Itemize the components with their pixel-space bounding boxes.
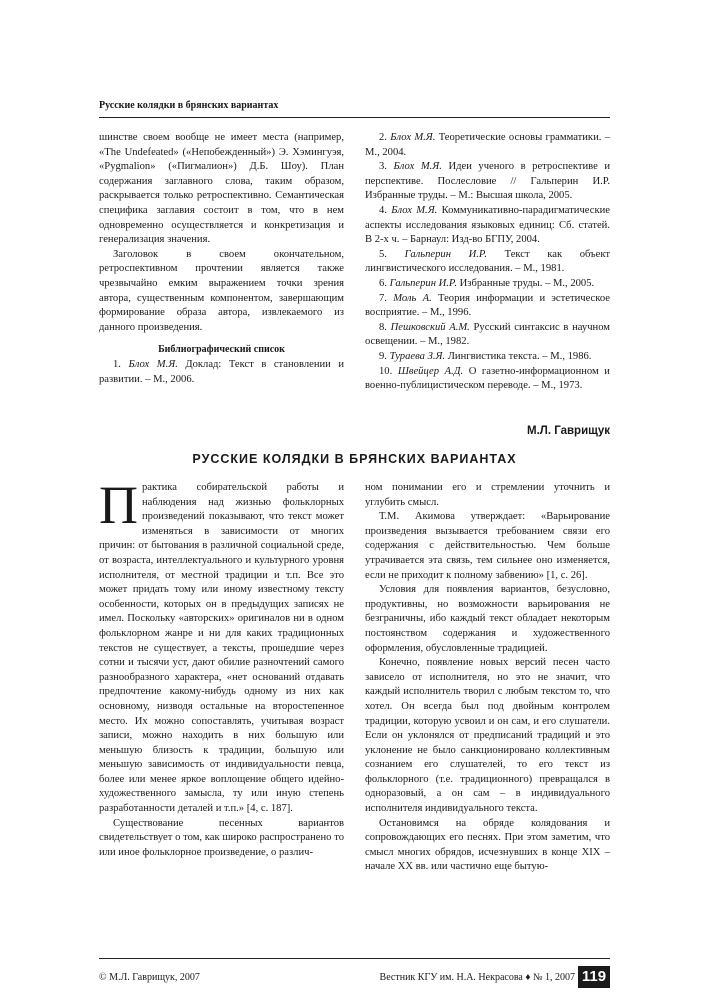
bibliography-item bbox=[365, 131, 610, 160]
bib-text: Русский синтаксис в научном освещении. – М., 1982. bbox=[365, 321, 611, 348]
top-right-column bbox=[365, 131, 610, 394]
bib-text: Доклад: Текст в становлении и развитии. – М., 2006. bbox=[99, 358, 344, 385]
bib-author: Блох М.Я. bbox=[393, 161, 442, 173]
bib-text: Лингвистика текста. – М., 1986. bbox=[447, 350, 592, 362]
footer-copyright: © М.Л. Гаврищук, 2007 bbox=[99, 972, 200, 983]
bib-author: Блох М.Я. bbox=[128, 358, 178, 370]
article-right-column bbox=[365, 481, 610, 875]
bib-number: 8. bbox=[379, 321, 387, 333]
continuation-paragraph: ном понимании его и стремлении уточнить и углубить смысл. bbox=[365, 482, 610, 508]
bib-number: 10. bbox=[379, 365, 393, 377]
bibliography-item bbox=[365, 321, 610, 350]
bibliography-item bbox=[365, 248, 610, 277]
bib-number: 3. bbox=[379, 161, 387, 173]
bibliography-item bbox=[365, 204, 610, 248]
article-left-column bbox=[99, 475, 344, 860]
bib-text: Идеи ученого в ретроспективе и перспективе. Послесловие // Гальперин И.Р. Избранные труды. – М.: Высшая школа, 2005. bbox=[365, 161, 610, 202]
bib-text: Теоретические основы грамматики. – М., 2004. bbox=[365, 132, 610, 158]
header-rule bbox=[99, 117, 610, 118]
body-paragraph: Остановимся на обряде колядования и сопровождающих его песнях. При этом заметим, что смысл многих обрядов, исчезнувших в конце XIX – начале XX вв. или частично еще бытую- bbox=[365, 817, 610, 873]
bib-number: 1. bbox=[113, 358, 121, 370]
bib-author: Моль А. bbox=[393, 292, 432, 304]
bibliography-item bbox=[365, 350, 610, 365]
bib-author: Гальперин И.Р. bbox=[389, 277, 457, 289]
bib-text: Коммуникативно-парадигматические аспекты исследования языковых единиц: Сб. статей. В 2-х ч. – Барнаул: Изд-во БГПУ, 2004. bbox=[365, 204, 610, 246]
drop-cap: П bbox=[99, 475, 138, 535]
bib-author: Блох М.Я. bbox=[391, 204, 438, 216]
bibliography-item bbox=[365, 160, 610, 204]
bib-text: О газетно-информационном и военно-публицистическом переводе. – М., 1973. bbox=[365, 365, 610, 392]
bibliography-item bbox=[365, 277, 610, 292]
body-paragraph: Заголовок в своем окончательном, ретроспективном прочтении является также чрезвычайно емким выражением точки зрения автора, существенным компонентом, завершающим формирование образа автора, извлекаемого из данного произведения. bbox=[99, 248, 344, 333]
running-head: Русские колядки в брянских вариантах bbox=[99, 100, 279, 111]
bib-number: 4. bbox=[379, 204, 387, 216]
bib-number: 2. bbox=[379, 132, 387, 143]
article-title: РУССКИЕ КОЛЯДКИ В БРЯНСКИХ ВАРИАНТАХ bbox=[192, 452, 517, 466]
bib-author: Швейцер А.Д. bbox=[397, 365, 464, 377]
bib-author: Тураева З.Я. bbox=[389, 350, 446, 362]
bib-author: Гальперин И.Р. bbox=[404, 248, 487, 260]
top-left-column bbox=[99, 131, 344, 387]
body-paragraph: Конечно, появление новых версий песен часто зависело от исполнителя, но это не значит, что каждый исполнитель творил с любым текстом то, что хотел. Он всегда был под двойным контролем традиции, которую усвоил и он сам, и его слушатели. Если он уклонялся от предписаний традиций и это уклонение не было санкционировано коллективным сознанием его слушателей, то его текст из фольклорного (т.е. традиционного) превращался в одноразовый, а он сам – в индивидуального исполнителя индивидуального текста. bbox=[365, 657, 610, 815]
bib-number: 6. bbox=[379, 277, 387, 289]
footer-journal: Вестник КГУ им. Н.А. Некрасова ♦ № 1, 2007 bbox=[379, 972, 575, 983]
bibliography-title: Библиографический список bbox=[158, 344, 285, 356]
bib-number: 7. bbox=[379, 292, 387, 304]
bib-number: 9. bbox=[379, 350, 387, 362]
bibliography-item bbox=[365, 365, 610, 394]
bib-text: Избранные труды. – М., 2005. bbox=[459, 277, 595, 289]
body-paragraph: Т.М. Акимова утверждает: «Варьирование произведения вызывается требованием связи его содержания с действительностью. Чем больше утрачивается эта связь, тем сильнее оно изменяется, если не приходит к полному забвению» [1, с. 26]. bbox=[365, 511, 610, 581]
bib-author: Блох М.Я. bbox=[390, 132, 436, 143]
page-number: 119 bbox=[578, 966, 610, 988]
bib-author: Пешковский А.М. bbox=[390, 321, 470, 333]
bibliography-item bbox=[99, 358, 344, 387]
body-paragraph: Условия для появления вариантов, безусловно, продуктивны, но возможности варьирования не безграничны, ибо каждый текст обладает некоторым постоянством содержания и художественного оформления, обусловленные традицией. bbox=[365, 584, 610, 654]
first-paragraph bbox=[99, 475, 344, 817]
bib-text: Текст как объект лингвистического исследования. – М., 1981. bbox=[365, 248, 610, 275]
article-author: М.Л. Гаврищук bbox=[526, 425, 610, 437]
bib-number: 5. bbox=[379, 248, 387, 260]
footer-rule bbox=[99, 958, 610, 959]
body-paragraph: шинстве своем вообще не имеет места (например, «The Undefeated» («Непобежденный») Э. Хэмингуэя, «Pygmalion» («Пигмалион») Д.Б. Шоу). План содержания заглавного слова, таким образом, раскрывается только ретроспективно. Семантическая специфика заглавия состоит в том, что в нем одновременно осуществляется и конкретизация и генерализация значения. bbox=[99, 132, 344, 246]
bibliography-item bbox=[365, 292, 610, 321]
bib-text: Теория информации и эстетическое восприятие. – М., 1996. bbox=[365, 292, 610, 319]
body-paragraph: Существование песенных вариантов свидетельствует о том, как широко распространено то или иное фольклорное произведение, о различ- bbox=[99, 817, 344, 858]
first-paragraph-text: рактика собирательской работы и наблюдения над жизнью фольклорных произведений показывают, что текст может изменяться в зависимости от многих причин: от бытования в различной социальной среде, от возраста, интеллектуального и культурного уровня исполнителя, от местной традиции и т.п. Все это может придать тому или иному известному тексту особенности, которых он в предыдущих записях не имел. Поскольку «авторских» оригиналов ни в одном фольклорном жанре и ни для каких традиционных текстов не существует, а тексты, прошедшие через сотни и тысячи уст, дают обилие разночтений самого разнообразного характера, «нет оснований отдавать предпочтение какому-нибудь одному из них как основному, низводя остальные на второстепенное место. Их можно сопоставлять, учитывая возраст записи, можно находить в них большую или меньшую близость к традиции, большую или меньшую зависимость от индивидуальности певца, более или менее яркое воплощение общего идейно-художественного замысла, ту или иную степень разработанности деталей и т.п.» [4, с. 187]. bbox=[99, 482, 344, 815]
